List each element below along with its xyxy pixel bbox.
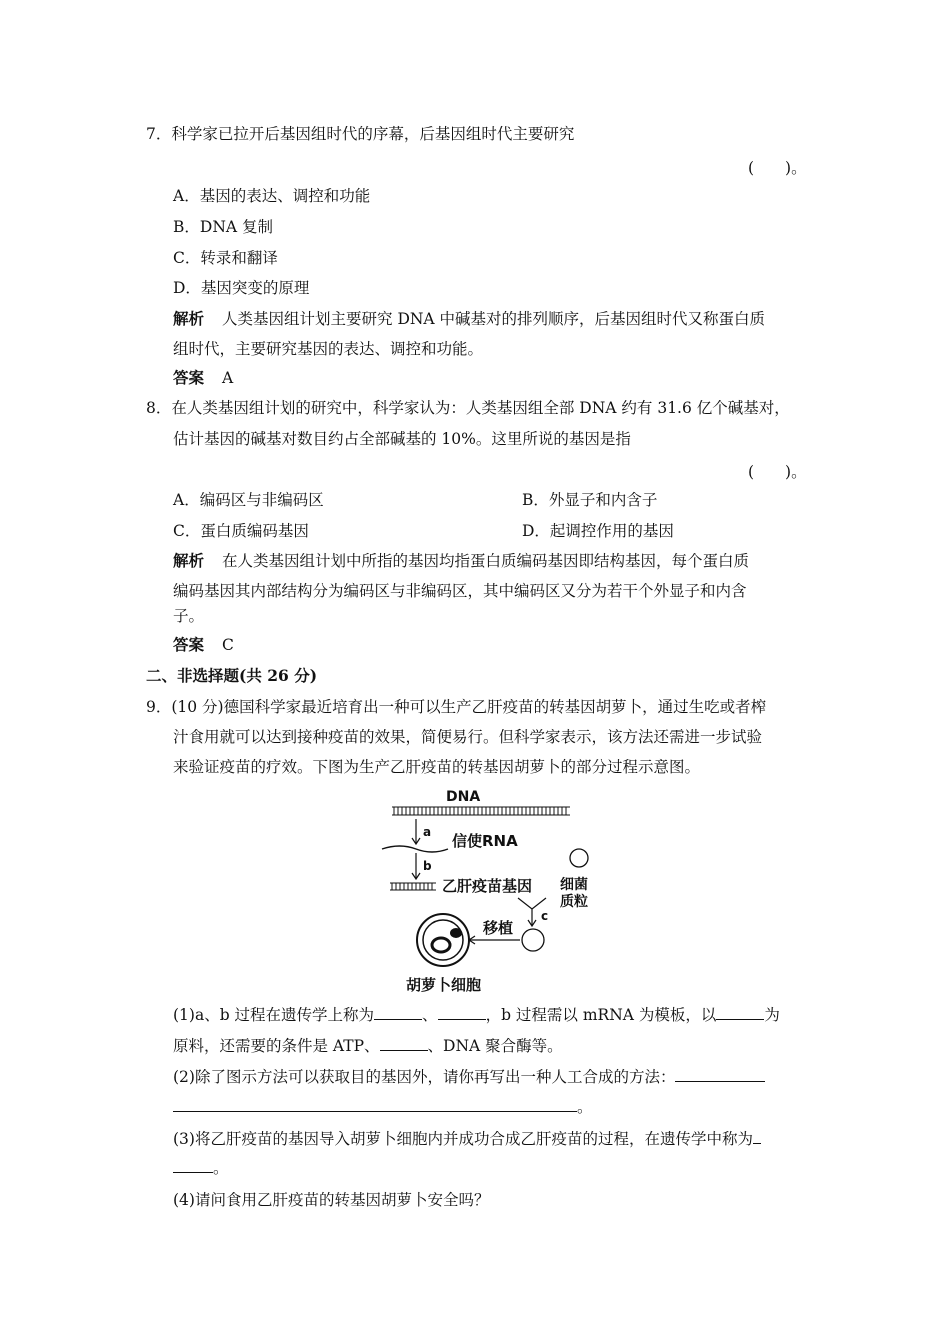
blank-1[interactable]	[374, 1005, 422, 1020]
diagram-gene-label: 乙肝疫苗基因	[442, 877, 533, 895]
q9-sub3-text: (3)将乙肝疫苗的基因导入胡萝卜细胞内并成功合成乙肝疫苗的过程，在遗传学中称为	[173, 1130, 753, 1148]
q9-sub1-line-1	[173, 1005, 780, 1025]
q9-sub1-text-d: 原料，还需要的条件是 ATP、	[173, 1037, 380, 1055]
q7-answer	[173, 368, 233, 388]
q9-sub3-line-1	[173, 1129, 761, 1149]
q8-option-a: A．编码区与非编码区	[173, 491, 324, 509]
q8-analysis-line-3: 子。	[173, 607, 205, 625]
q8-analysis-line-1	[173, 551, 749, 571]
diagram-mrna-label: 信使RNA	[452, 832, 518, 850]
q9-sub1-text-c: 为	[764, 1006, 780, 1024]
q9-sub2-end: 。	[577, 1098, 593, 1116]
q8-answer-value: C	[222, 636, 234, 654]
arrow-a	[412, 819, 420, 844]
q8-answer	[173, 635, 234, 655]
q9-sub1-text-b: ，b 过程需以 mRNA 为模板，以	[485, 1006, 717, 1024]
q7-analysis-line-1	[173, 309, 765, 329]
q9-sub1-text-e: 、DNA 聚合酶等。	[427, 1037, 563, 1055]
blank-7a[interactable]	[753, 1129, 761, 1144]
diagram-label-c: c	[541, 909, 549, 923]
diagram-label-b: b	[423, 859, 432, 873]
q9-sub4: (4)请问食用乙肝疫苗的转基因胡萝卜安全吗？	[173, 1191, 490, 1209]
q9-sub1-text-a: (1)a、b 过程在遗传学上称为	[173, 1006, 375, 1024]
section-title: 二、非选择题(共 26 分)	[146, 666, 318, 685]
q7-analysis-line-2: 组时代，主要研究基因的表达、调控和功能。	[173, 340, 484, 358]
blank-7b[interactable]	[173, 1158, 213, 1173]
q8-stem-1: 8．在人类基因组计划的研究中，科学家认为：人类基因组全部 DNA 约有 31.6 亿个碱基对，	[146, 399, 790, 417]
q8-answer-paren: ( )。	[748, 463, 807, 481]
q9-stem-2: 汁食用就可以达到接种疫苗的效果，简便易行。但科学家表示，该方法还需进一步试验	[173, 728, 763, 746]
q7-answer-label: 答案	[173, 368, 205, 387]
diagram-dna-label: DNA	[446, 789, 481, 805]
blank-6[interactable]	[173, 1097, 577, 1112]
q7-analysis-label: 解析	[173, 309, 205, 328]
blank-4[interactable]	[380, 1036, 428, 1051]
diagram-plasmid-label: 质粒	[560, 894, 588, 910]
q9-sub3-line-2	[173, 1158, 229, 1178]
q8-stem-2: 估计基因的碱基对数目约占全部碱基的 10%。这里所说的基因是指	[173, 430, 631, 448]
dna-double-strand	[392, 807, 570, 815]
q9-sub1-line-2	[173, 1036, 563, 1056]
q7-answer-paren: ( )。	[748, 159, 807, 177]
plasmid-icon	[570, 849, 588, 867]
blank-2[interactable]	[438, 1005, 486, 1020]
arrow-b	[412, 853, 420, 879]
q8-option-c: C．蛋白质编码基因	[173, 522, 309, 540]
carrot-cell-icon	[417, 914, 469, 966]
q7-option-d: D．基因突变的原理	[173, 279, 310, 297]
blank-5[interactable]	[675, 1067, 765, 1082]
mrna-strand	[382, 846, 448, 852]
q9-sub2-text: (2)除了图示方法可以获取目的基因外，请你再写出一种人工合成的方法：	[173, 1068, 676, 1086]
gene-segment	[390, 883, 436, 890]
q8-option-b: B．外显子和内含子	[522, 491, 658, 509]
q8-option-d: D．起调控作用的基因	[522, 522, 674, 540]
diagram-label-a: a	[423, 825, 432, 839]
q7-stem: 7．科学家已拉开后基因组时代的序幕，后基因组时代主要研究	[146, 125, 575, 143]
diagram-bacteria-label: 细菌	[560, 877, 588, 893]
q7-option-b: B．DNA 复制	[173, 218, 274, 236]
blank-3[interactable]	[716, 1005, 764, 1020]
diagram-carrot-cell-label: 胡萝卜细胞	[406, 976, 482, 994]
q7-option-c: C．转录和翻译	[173, 249, 278, 267]
arrow-transplant	[469, 936, 520, 944]
q9-stem-3: 来验证疫苗的疗效。下图为生产乙肝疫苗的转基因胡萝卜的部分过程示意图。	[173, 758, 701, 776]
q9-sub3-end: 。	[213, 1159, 229, 1177]
q9-stem-1: 9．(10 分)德国科学家最近培育出一种可以生产乙肝疫苗的转基因胡萝卜，通过生吃或者榨	[146, 698, 767, 716]
process-diagram	[370, 785, 610, 1000]
q9-sub1-sep: 、	[422, 1006, 438, 1024]
q8-answer-label: 答案	[173, 635, 205, 654]
diagram-transplant-label: 移植	[483, 919, 514, 937]
q8-analysis-label: 解析	[173, 551, 205, 570]
q8-analysis-line-2: 编码基因其内部结构分为编码区与非编码区，其中编码区又分为若干个外显子和内含	[173, 582, 747, 600]
recombinant-plasmid-icon	[522, 929, 544, 951]
q7-option-a: A．基因的表达、调控和功能	[173, 187, 371, 205]
q7-analysis-text-1: 人类基因组计划主要研究 DNA 中碱基对的排列顺序，后基因组时代又称蛋白质	[222, 310, 766, 328]
q7-answer-value: A	[222, 369, 234, 387]
q9-sub2-line-2	[173, 1097, 593, 1117]
q9-sub2-line-1	[173, 1067, 765, 1087]
q8-analysis-text-1: 在人类基因组计划中所指的基因均指蛋白质编码基因即结构基因，每个蛋白质	[222, 552, 750, 570]
